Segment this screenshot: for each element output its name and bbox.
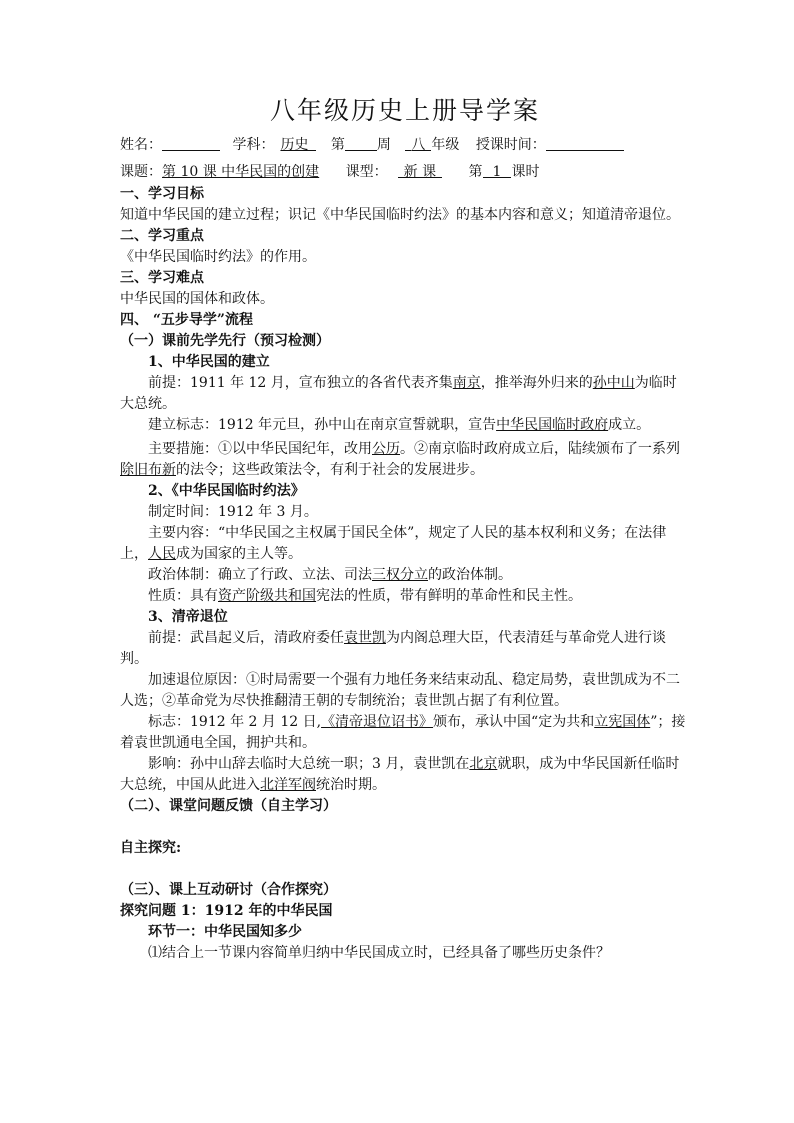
s1-premise: 前提：1911 年 12 月，宣布独立的各省代表齐集南京，推举海外归来的孙中山为临时大总统。	[120, 375, 677, 412]
grade-suffix: 年级	[431, 137, 460, 153]
section-3-heading: 三、学习难点	[120, 270, 204, 286]
s3-impact: 影响：孙中山辞去临时大总统一职；3 月，袁世凯在北京就职，成为中华民国新任临时大总统，中国从此进入北洋军阀统治时期。	[120, 756, 680, 793]
week-blank	[345, 136, 377, 151]
part-3-heading: （三）、课上互动研讨（合作探究）	[120, 882, 337, 898]
section-3-body: 中华民国的国体和政体。	[120, 291, 274, 307]
grade-value: 八	[411, 137, 426, 153]
part-2-heading: （二）、课堂问题反馈（自主学习）	[120, 798, 337, 814]
type-label: 课型：	[345, 164, 388, 180]
part-1-heading: （一）课前先学先行（预习检测）	[120, 333, 330, 349]
question-1-heading: 探究问题 1：1912 年的中华民国	[120, 903, 333, 919]
s2-nature: 性质：具有资产阶级共和国宪法的性质，带有鲜明的革命性和民主性。	[148, 588, 582, 604]
section-1-heading: 一、学习目标	[120, 186, 204, 202]
s2-nature-republic: 资产阶级共和国	[218, 588, 316, 604]
meta-row-1	[120, 134, 690, 157]
question-1-item: ⑴结合上一节课内容简单归纳中华民国成立时，已经具备了哪些历史条件？	[148, 945, 610, 961]
s3-premise-yuan: 袁世凯	[344, 630, 386, 646]
section-2-heading: 二、学习重点	[120, 228, 204, 244]
section-1-body: 知道中华民国的建立过程；识记《中华民国临时约法》的基本内容和意义；知道清帝退位。	[120, 207, 680, 223]
s3-symbol-edict: 《清帝退位诏书》	[321, 714, 434, 730]
document-page	[120, 96, 690, 964]
s2-system: 政治体制：确立了行政、立法、司法三权分立的政治体制。	[148, 567, 512, 583]
subsection-3-heading: 3、清帝退位	[148, 609, 228, 625]
s3-impact-warlords: 北洋军阀	[260, 777, 316, 793]
subsection-1-heading: 1、中华民国的建立	[148, 354, 270, 370]
s3-symbol: 标志：1912 年 2 月 12 日,《清帝退位诏书》颁布，承认中国“定为共和立宪国体”；接着袁世凯通电全国，拥护共和。	[120, 714, 686, 751]
period-suffix: 课时	[511, 164, 540, 180]
s1-measures-reform: 除旧布新	[120, 462, 176, 478]
s1-premise-sun: 孙中山	[592, 375, 635, 391]
s1-symbol: 建立标志：1912 年元旦，孙中山在南京宣誓就职，宣告中华民国临时政府成立。	[148, 417, 651, 433]
s2-content-people: 人民	[148, 546, 176, 562]
period-value: 1	[492, 164, 502, 180]
s1-measures: 主要措施：①以中华民国纪年，改用公历。②南京临时政府成立后，陆续颁布了一系列除旧布新的法令；这些政策法令，有利于社会的发展进步。	[120, 441, 680, 478]
page-title: 八年级历史上册导学案	[269, 96, 540, 125]
s3-impact-beijing: 北京	[469, 756, 498, 772]
meta-row-2	[120, 161, 690, 184]
name-label: 姓名：	[120, 137, 162, 153]
subject-label: 学科：	[232, 137, 275, 153]
s2-content: 主要内容：“中华民国之主权属于国民全体”，规定了人民的基本权利和义务；在法律上，人民成为国家的主人等。	[120, 525, 667, 562]
section-4-heading: 四、 “五步导学”流程	[120, 312, 253, 328]
week-suffix: 周	[376, 137, 391, 153]
s1-symbol-gov: 中华民国临时政府	[496, 417, 609, 433]
topic-label: 课题：	[120, 164, 162, 180]
subsection-2-heading: 2、《中华民国临时约法》	[148, 483, 305, 499]
s1-measures-calendar: 公历	[372, 441, 400, 457]
type-value: 新 课	[403, 164, 437, 180]
s3-reasons: 加速退位原因：①时局需要一个强有力地任务来结束动乱、稳定局势，袁世凯成为不二人选；②革命党为尽快推翻清王朝的专制统治；袁世凯占据了有利位置。	[120, 672, 680, 709]
section-2-body: 《中华民国临时约法》的作用。	[120, 249, 316, 265]
name-blank	[162, 136, 220, 151]
time-blank	[546, 136, 624, 151]
s2-system-separation: 三权分立	[372, 567, 428, 583]
s3-premise: 前提：武昌起义后，清政府委任袁世凯为内阁总理大臣，代表清廷与革命党人进行谈判。	[120, 630, 666, 667]
subject-value: 历史	[280, 137, 309, 153]
question-1-subheading: 环节一：中华民国知多少	[148, 924, 302, 940]
week-prefix: 第	[330, 137, 345, 153]
topic-value: 第 10 课 中华民国的创建	[162, 164, 320, 180]
s2-date: 制定时间：1912 年 3 月。	[148, 504, 318, 520]
time-label: 授课时间：	[475, 137, 546, 153]
period-prefix: 第	[468, 164, 483, 180]
s1-premise-nanjing: 南京	[452, 375, 481, 391]
self-study-label: 自主探究:	[120, 840, 182, 856]
s3-symbol-constitution: 立宪国体	[594, 714, 651, 730]
